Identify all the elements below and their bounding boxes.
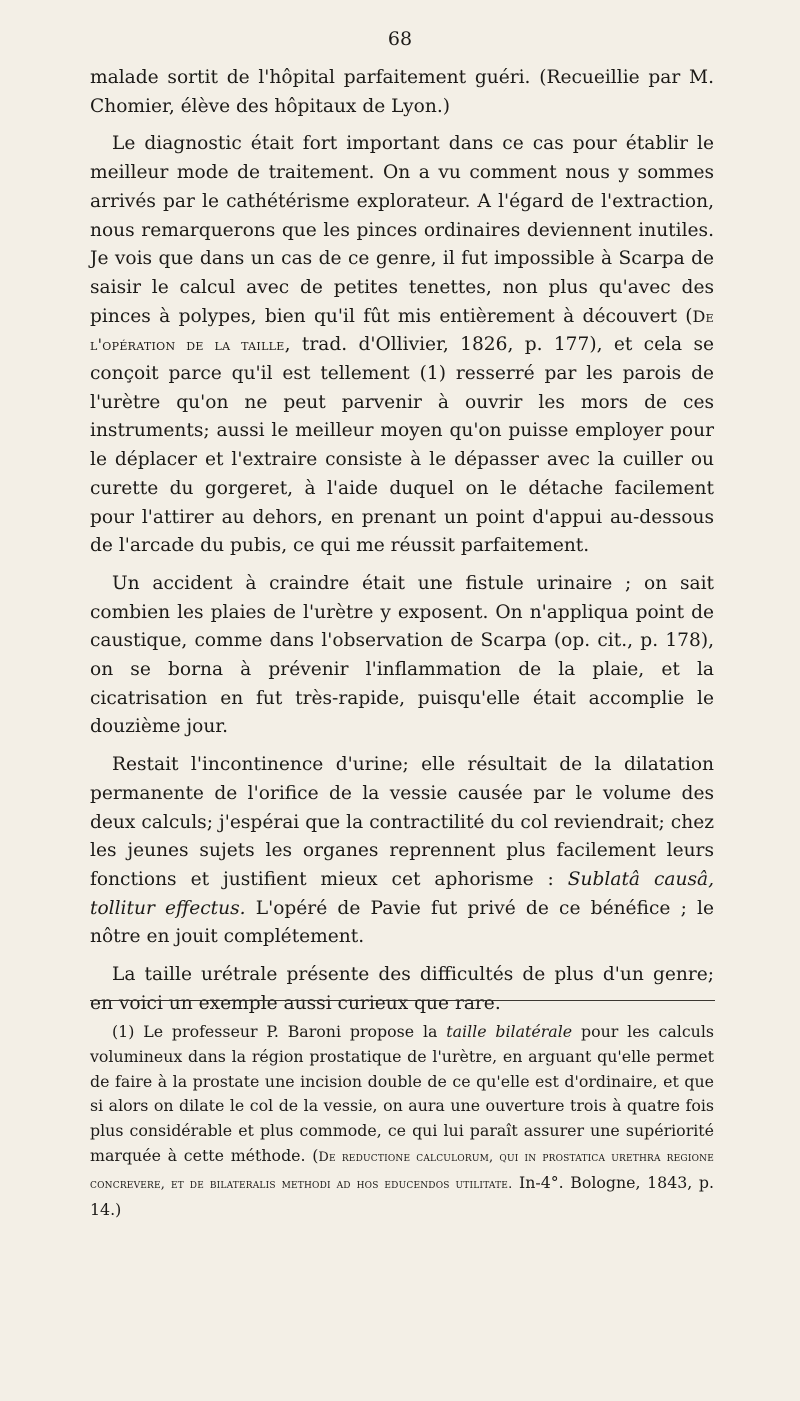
footnote-part-a: (1) Le professeur P. Baroni propose la [112, 1022, 447, 1041]
paragraph-4-part-b: L'opéré de Pavie fut privé de ce bénéfice ; le nôtre en jouit complétement. [90, 897, 714, 948]
paragraph-2-part-b: , trad. d'Ollivier, 1826, p. 177), et cela se conçoit parce qu'il est tellement (1) resserré par les parois de l'urètre qu'on ne peut parvenir à ouvrir les mors de ces instruments; aussi le meilleur moyen qu'on puisse employer pour le déplacer et l'extraire consiste à le dépasser avec la cuiller ou curette du gorgeret, à l'aide duquel on le détache facilement pour l'attirer au dehors, en prenant un point d'appui au-dessous de l'arcade du pubis, ce qui me réussit parfaitement. [90, 334, 714, 557]
page-number: 68 [387, 28, 413, 50]
paragraph-1: malade sortit de l'hôpital parfaitement guéri. (Recueillie par M. Chomier, élève des hôpitaux de Lyon.) [90, 67, 714, 117]
paragraph-5: La taille urétrale présente des difficultés de plus d'un genre; en voici un exemple aussi curieux que rare. [90, 964, 714, 1014]
paragraph-2 [90, 130, 714, 561]
footnote-italic-term: taille bilatérale [446, 1022, 573, 1041]
footnote-divider [90, 1000, 715, 1001]
footnote-part-b: pour les calculs volumineux dans la région prostatique de l'urètre, en arguant qu'elle permet de faire à la prostate une incision double de ce qu'elle est d'ordinaire, et que si alors on dilate le col de la vessie, on aura une ouverture trois à quatre fois plus considérable et plus commode, ce qui lui paraît assurer une supériorité marquée à cette méthode. ( [90, 1022, 714, 1165]
footnote [90, 1020, 714, 1222]
paragraph-2-part-a: Le diagnostic était fort important dans ce cas pour établir le meilleur mode de traitement. On a vu comment nous y sommes arrivés par le cathétérisme explorateur. A l'égard de l'extraction, nous remarquerons que les pinces ordinaires deviennent inutiles. Je vois que dans un cas de ce genre, il fut impossible à Scarpa de saisir le calcul avec de petites tenettes, non plus qu'avec des pinces à polypes, bien qu'il fût mis entièrement à découvert ( [90, 133, 714, 327]
body-text [90, 64, 714, 1019]
paragraph-3: Un accident à craindre était une fistule urinaire ; on sait combien les plaies de l'urètre y exposent. On n'appliqua point de caustique, comme dans l'observation de Scarpa (op. cit., p. 178), on se borna à prévenir l'inflammation de la plaie, et la cicatrisation en fut très-rapide, puisqu'elle était accomplie le douzième jour. [90, 572, 714, 738]
footnote-part-c: In-4°. Bologne, 1843, p. 14.) [90, 1172, 714, 1219]
book-title-smallcaps: De l'opération de la taille [90, 306, 714, 355]
paragraph-4 [90, 751, 714, 952]
latin-aphorism: Sublatâ causâ, tollitur effectus. [90, 868, 714, 919]
footnote-cited-title: De reductione calculorum, qui in prostatica urethra regione concrevere, et de bilateralis methodi ad hos educendos utilitate. [90, 1149, 714, 1192]
paragraph-4-part-a: Restait l'incontinence d'urine; elle résultait de la dilatation permanente de l'orifice de la vessie causée par le volume des deux calculs; j'espérai que la contractilité du col reviendrait; chez les jeunes sujets les organes reprennent plus facilement leurs fonctions et justifient mieux cet aphorisme : [90, 754, 714, 890]
